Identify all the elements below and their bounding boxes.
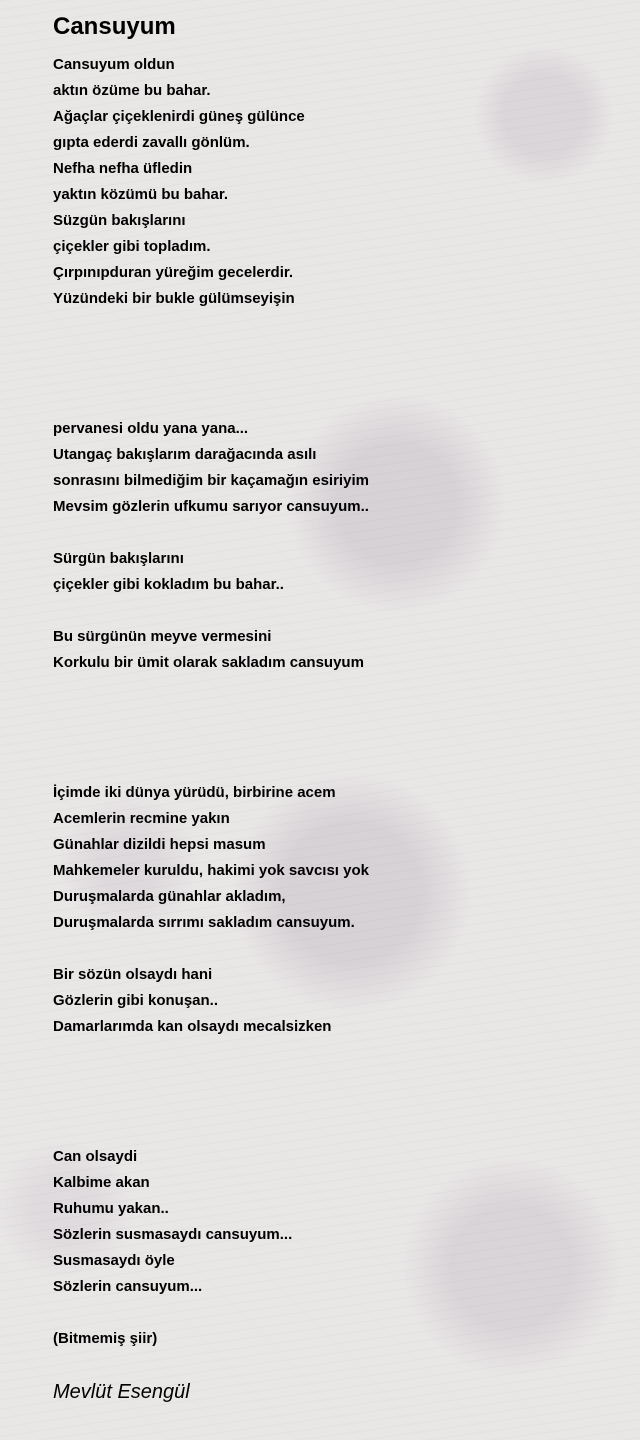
poem-line: Günahlar dizildi hepsi masum: [53, 836, 266, 853]
poem-blank-line: [53, 1300, 613, 1326]
poem-author: Mevlüt Esengül: [53, 1381, 190, 1403]
poem-body: [53, 52, 613, 1352]
poem-line: Süzgün bakışlarını: [53, 212, 186, 229]
poem-blank-line: [53, 1040, 613, 1066]
poem-line: Damarlarımda kan olsaydı mecalsizken: [53, 1018, 332, 1035]
poem-line: Kalbime akan: [53, 1174, 150, 1191]
poem-blank-line: [53, 520, 613, 546]
poem-line: Acemlerin recmine yakın: [53, 810, 230, 827]
poem-blank-line: [53, 1092, 613, 1118]
poem-line: (Bitmemiş şiir): [53, 1330, 158, 1347]
poem-line: Nefha nefha üfledin: [53, 160, 193, 177]
poem-line: Ruhumu yakan..: [53, 1200, 169, 1217]
poem-title: Cansuyum: [53, 13, 176, 40]
poem-blank-line: [53, 702, 613, 728]
poem-line: Mahkemeler kuruldu, hakimi yok savcısı yok: [53, 862, 369, 879]
poem-line: Sözlerin susmasaydı cansuyum...: [53, 1226, 293, 1243]
poem-line: Bu sürgünün meyve vermesini: [53, 628, 272, 645]
poem-line: sonrasını bilmediğim bir kaçamağın esiriyim: [53, 472, 369, 489]
poem-line: Gözlerin gibi konuşan..: [53, 992, 219, 1009]
poem-blank-line: [53, 1118, 613, 1144]
poem-line: Bir sözün olsaydı hani: [53, 966, 213, 983]
poem-line: Sürgün bakışlarını: [53, 550, 184, 567]
poem-line: Can olsaydi: [53, 1148, 138, 1165]
poem-blank-line: [53, 754, 613, 780]
poem-line: Utangaç bakışlarım darağacında asılı: [53, 446, 317, 463]
poem-line: gıpta ederdi zavallı gönlüm.: [53, 134, 250, 151]
poem-line: Yüzündeki bir bukle gülümseyişin: [53, 290, 295, 307]
poem-line: İçimde iki dünya yürüdü, birbirine acem: [53, 784, 336, 801]
poem-blank-line: [53, 1066, 613, 1092]
poem-blank-line: [53, 364, 613, 390]
poem-line: Mevsim gözlerin ufkumu sarıyor cansuyum..: [53, 498, 369, 515]
poem-line: Ağaçlar çiçeklenirdi güneş gülünce: [53, 108, 305, 125]
poem-line: çiçekler gibi kokladım bu bahar..: [53, 576, 284, 593]
poem-line: Susmasaydı öyle: [53, 1252, 175, 1269]
poem-blank-line: [53, 936, 613, 962]
poem-line: Cansuyum oldun: [53, 56, 175, 73]
poem-line: aktın özüme bu bahar.: [53, 82, 211, 99]
poem-line: Çırpınıpduran yüreğim gecelerdir.: [53, 264, 294, 281]
poem-line: Sözlerin cansuyum...: [53, 1278, 203, 1295]
poem-blank-line: [53, 338, 613, 364]
poem-line: yaktın közümü bu bahar.: [53, 186, 229, 203]
poem-line: Duruşmalarda günahlar akladım,: [53, 888, 286, 905]
poem-blank-line: [53, 390, 613, 416]
poem-blank-line: [53, 312, 613, 338]
poem-line: pervanesi oldu yana yana...: [53, 420, 249, 437]
poem-line: çiçekler gibi topladım.: [53, 238, 211, 255]
poem-line: Korkulu bir ümit olarak sakladım cansuyum: [53, 654, 364, 671]
poem-blank-line: [53, 598, 613, 624]
poem-line: Duruşmalarda sırrımı sakladım cansuyum.: [53, 914, 355, 931]
poem-blank-line: [53, 728, 613, 754]
poem-blank-line: [53, 676, 613, 702]
